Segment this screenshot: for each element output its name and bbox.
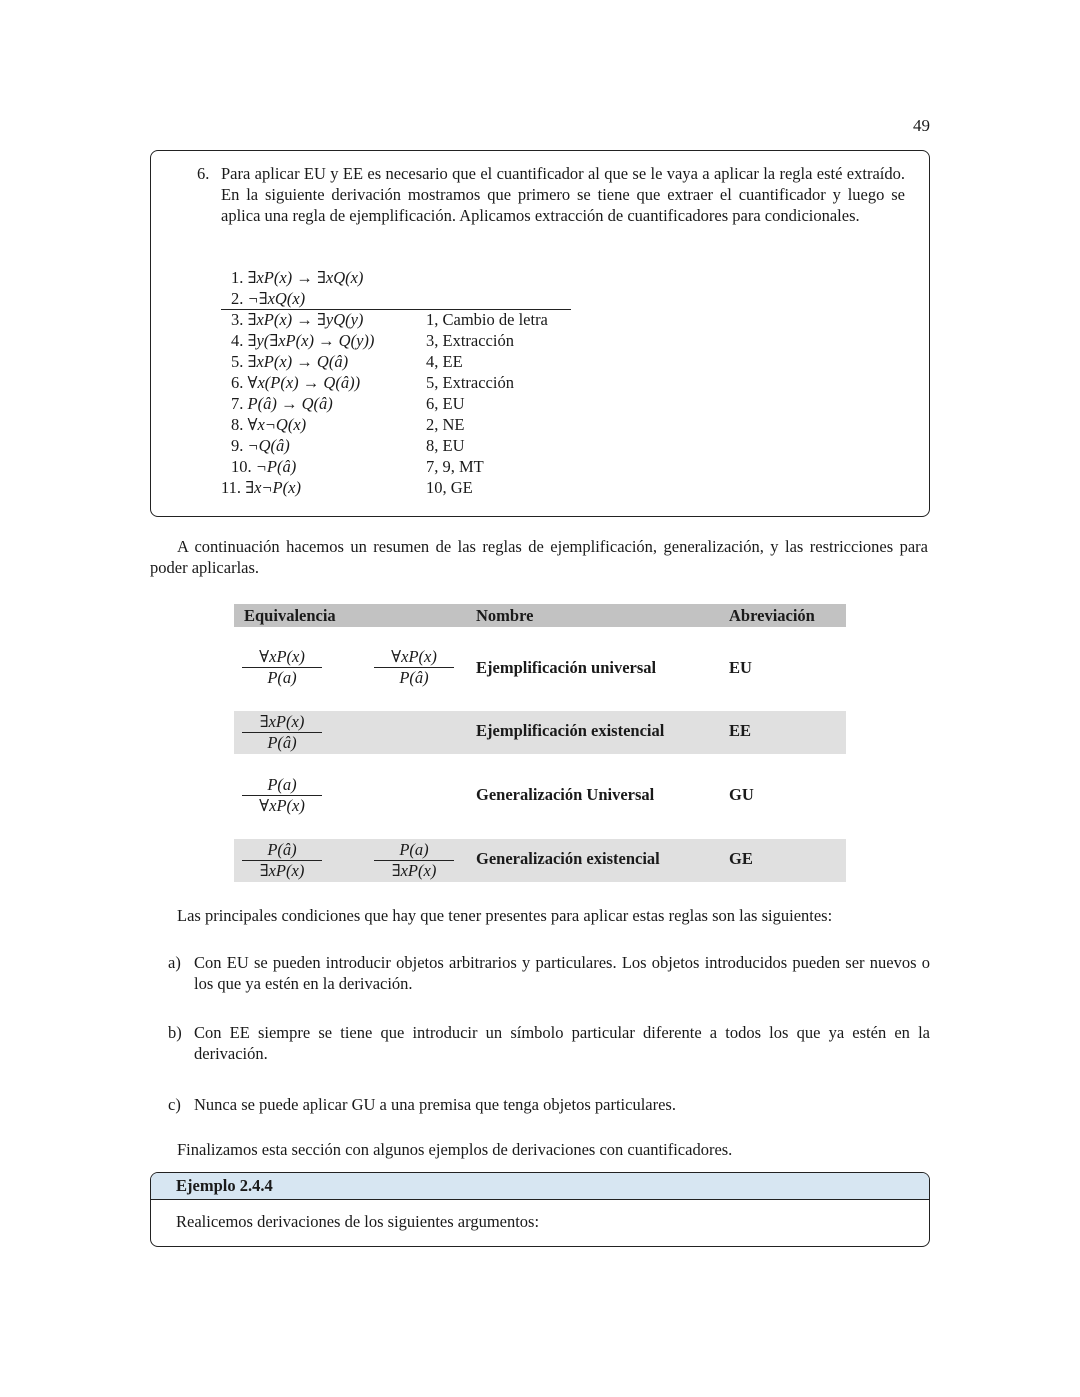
conditions-intro: Las principales condiciones que hay que tener presentes para aplicar estas reglas son las siguientes: bbox=[177, 906, 833, 925]
formula: ∀x(P(x) → Q(â)) bbox=[247, 373, 361, 392]
item-number: 6. bbox=[197, 164, 210, 183]
header-equivalence: Equivalencia bbox=[244, 606, 336, 625]
formula: ∃x¬P(x) bbox=[245, 478, 301, 497]
rule-name: Generalización Universal bbox=[476, 785, 655, 804]
page-number: 49 bbox=[913, 116, 930, 135]
rule-abbreviation: GU bbox=[729, 785, 754, 804]
formula: ∃xP(x) → ∃xQ(x) bbox=[247, 268, 364, 287]
formula: ∃y(∃xP(x) → Q(y)) bbox=[247, 331, 375, 350]
equivalence-fraction: $\frac{P(a)}{\forall xP(x)}$ bbox=[242, 775, 322, 816]
example-box bbox=[150, 1172, 930, 1247]
item-text: Para aplicar EU y EE es necesario que el cuantificador al que se le vaya a aplicar la regla esté extraído. En la siguiente derivación mostramos que primero se tiene que extraer el cuantificador y luego se aplica una regla de ejemplificación. Aplicamos extracción de cuantificadores para condicionales. bbox=[221, 164, 905, 225]
formula: ¬Q(â) bbox=[247, 436, 290, 455]
equivalence-fraction: $\frac{P(a)}{\exists xP(x)}$ bbox=[374, 840, 454, 881]
justification: 6, EU bbox=[426, 394, 465, 413]
condition-text: Nunca se puede aplicar GU a una premisa que tenga objetos particulares. bbox=[194, 1095, 676, 1114]
condition-label: b) bbox=[168, 1023, 182, 1042]
rule-name: Generalización existencial bbox=[476, 849, 660, 868]
table-header bbox=[234, 604, 846, 627]
formula: ¬∃xQ(x) bbox=[247, 289, 306, 308]
formula: ∃xP(x) → Q(â) bbox=[247, 352, 349, 371]
rule-abbreviation: EE bbox=[729, 721, 752, 740]
justification: 2, NE bbox=[426, 415, 465, 434]
justification: 5, Extracción bbox=[426, 373, 514, 392]
condition-item-c bbox=[168, 1094, 930, 1115]
justification: 3, Extracción bbox=[426, 331, 514, 350]
rule-abbreviation: EU bbox=[729, 658, 752, 677]
closing-paragraph: Finalizamos esta sección con algunos ejemplos de derivaciones con cuantificadores. bbox=[177, 1140, 733, 1159]
header-name: Nombre bbox=[476, 606, 534, 625]
justification: 7, 9, MT bbox=[426, 457, 484, 476]
condition-item-b bbox=[168, 1022, 930, 1064]
condition-label: c) bbox=[168, 1095, 181, 1114]
rule-abbreviation: GE bbox=[729, 849, 753, 868]
header-abbreviation: Abreviación bbox=[729, 606, 815, 625]
formula: ∀x¬Q(x) bbox=[247, 415, 307, 434]
formula: P(â) → Q(â) bbox=[247, 394, 333, 413]
condition-item-a bbox=[168, 952, 930, 994]
table-row bbox=[234, 627, 846, 711]
condition-text: Con EE siempre se tiene que introducir un símbolo particular diferente a todos los que ya estén en la derivación. bbox=[194, 1023, 930, 1063]
table-row bbox=[234, 839, 846, 882]
equivalence-fraction: $\frac{\forall xP(x)}{P(a)}$ bbox=[242, 647, 322, 688]
note-box: 6. Para aplicar EU y EE es necesario que el cuantificador al que se le vaya a aplicar la regla esté extraído. En la siguiente derivación mostramos que primero se tiene que extraer el cuantificador y luego se aplica una regla de ejemplificación. Aplicamos extracción de cuantificadores para condicionales. 1. ∃xP(x) → ∃xQ(x) 2. ¬∃xQ(x) 3. ∃xP(x) → ∃yQ(y) 1, Cambio de letra 4. ∃y(∃xP(x) → Q(y)) 3, Extracción 5. ∃xP(x) → Q(â) 4, EE 6. ∀x(P(x) → Q(â)) 5, Extracción 7. P(â) → Q(â) 6, EU 8. ∀x¬Q(x) 2, NE 9. ¬Q(â) 8, EU 10. ¬P(â) 7, 9, MT 11. ∃x¬P(x) 10, GE bbox=[150, 150, 930, 517]
table-row bbox=[234, 711, 846, 754]
enumerated-item-6 bbox=[197, 163, 905, 226]
example-body: Realicemos derivaciones de los siguientes argumentos: bbox=[176, 1212, 540, 1231]
condition-label: a) bbox=[168, 953, 181, 972]
table-row bbox=[234, 754, 846, 839]
justification: 4, EE bbox=[426, 352, 463, 371]
formula: ∃xP(x) → ∃yQ(y) bbox=[247, 310, 364, 329]
justification: 1, Cambio de letra bbox=[426, 310, 548, 329]
justification: 10, GE bbox=[426, 478, 473, 497]
equivalence-fraction: $\frac{\forall xP(x)}{P(â)}$ bbox=[374, 647, 454, 688]
formula: ¬P(â) bbox=[255, 457, 297, 476]
justification: 8, EU bbox=[426, 436, 465, 455]
example-title: Ejemplo 2.4.4 bbox=[151, 1173, 929, 1200]
rule-name: Ejemplificación universal bbox=[476, 658, 657, 677]
equivalence-fraction: $\frac{P(â)}{\exists xP(x)}$ bbox=[242, 840, 322, 881]
equivalence-fraction: $\frac{\exists xP(x)}{P(â)}$ bbox=[242, 712, 322, 753]
rules-table bbox=[234, 604, 846, 882]
summary-paragraph: A continuación hacemos un resumen de las reglas de ejemplificación, generalización, y las restricciones para poder aplicarlas. bbox=[150, 537, 928, 577]
rule-name: Ejemplificación existencial bbox=[476, 721, 665, 740]
condition-text: Con EU se pueden introducir objetos arbitrarios y particulares. Los objetos introducidos pueden ser nuevos o los que ya estén en la derivación. bbox=[194, 953, 930, 993]
